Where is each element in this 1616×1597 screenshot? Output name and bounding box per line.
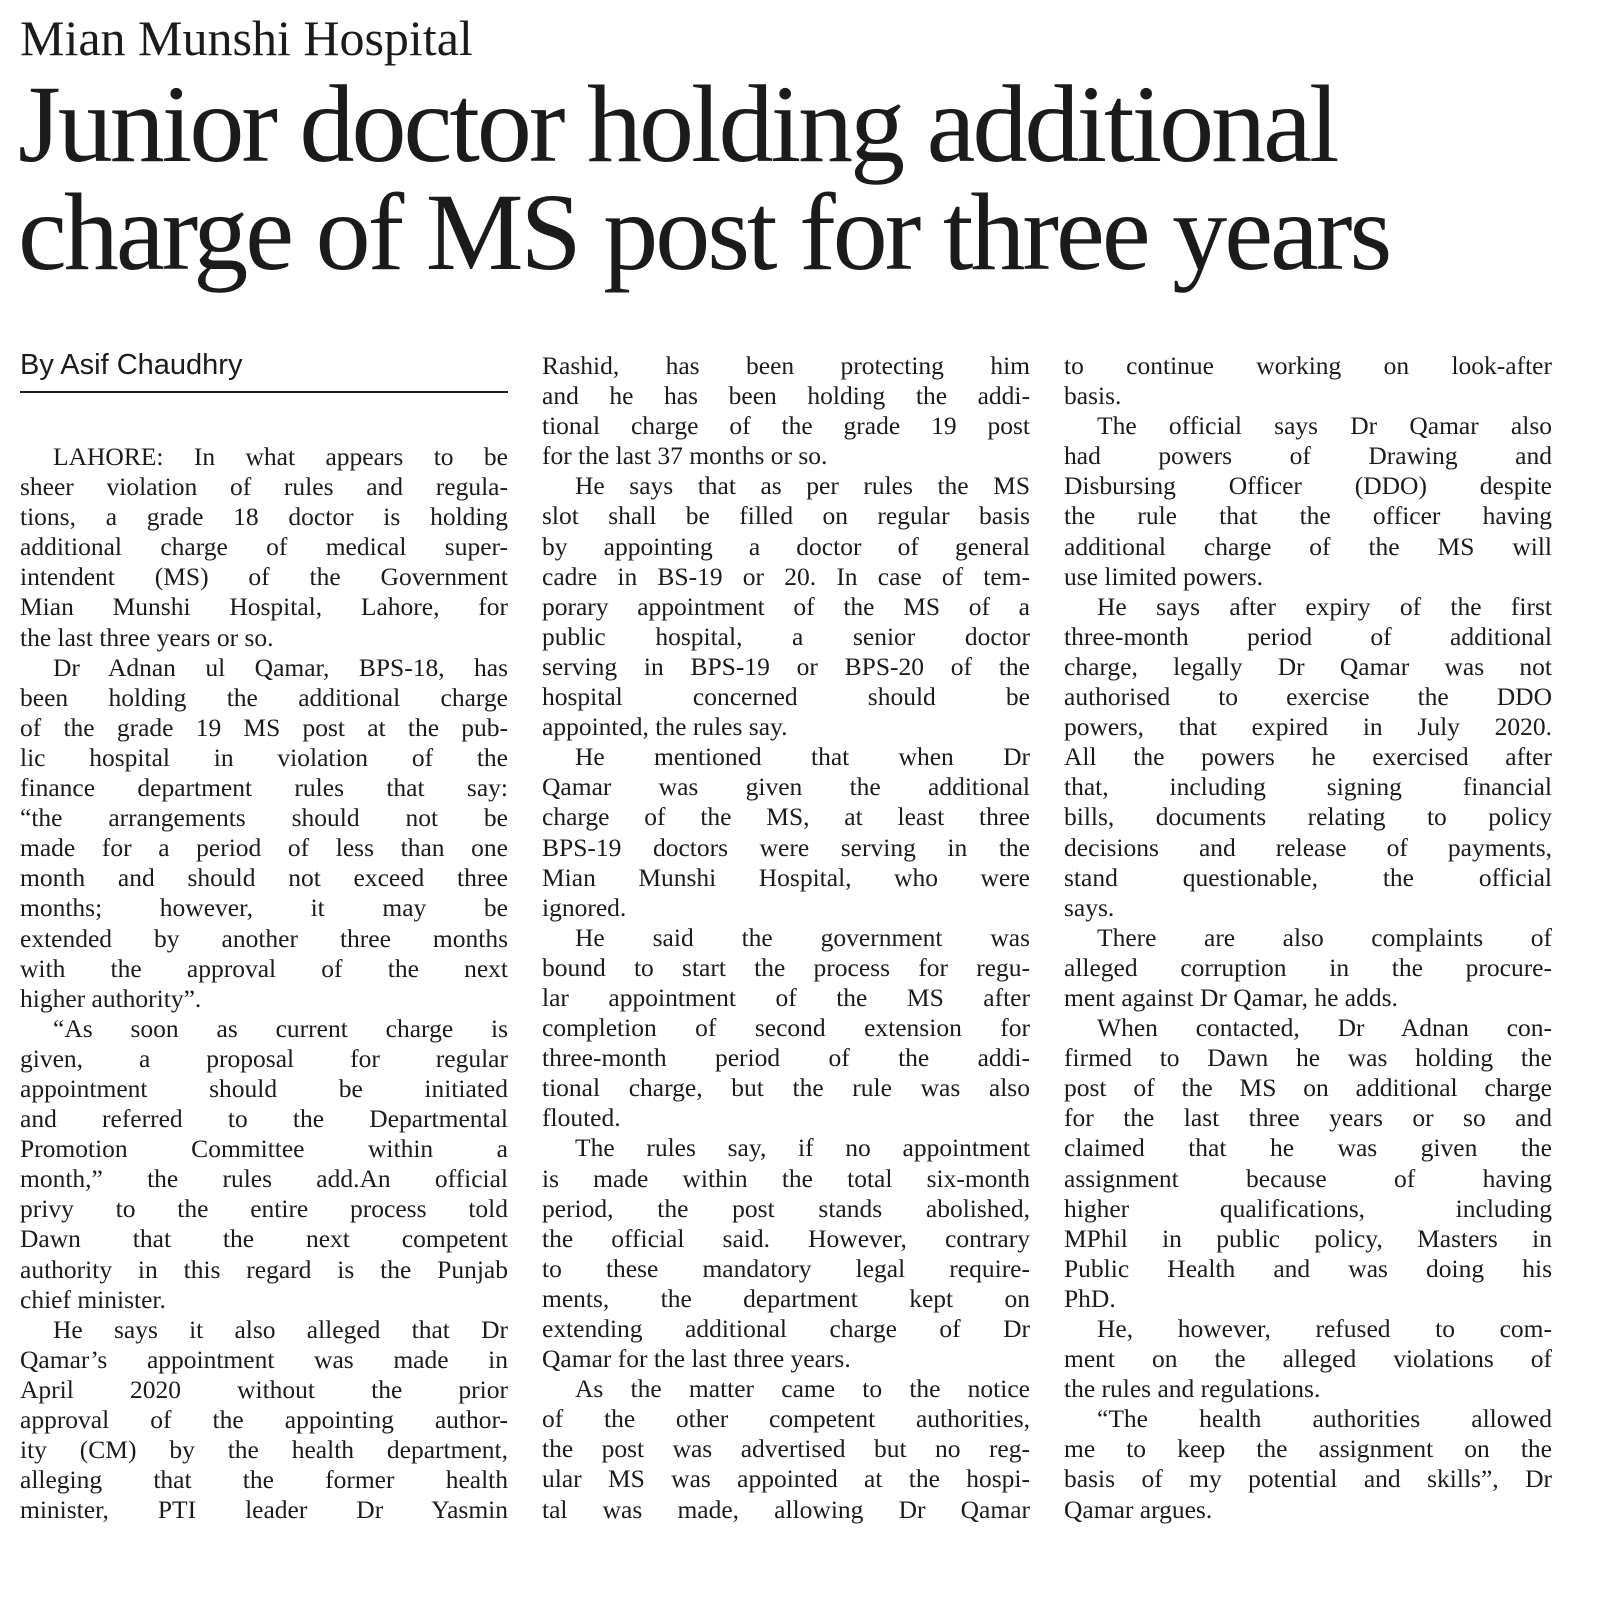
body-text-line: use limited powers. [1064,561,1264,591]
body-text-line: is made within the total six-month [542,1163,1030,1193]
body-text-line: made for a period of less than one [20,833,508,863]
body-text-line: tional charge of the grade 19 post [542,411,1030,441]
body-text-line: He mentioned that when Dr [575,742,1030,772]
body-text-line: PhD. [1064,1283,1116,1313]
byline: By Asif Chaudhry [20,345,508,393]
body-text-line: month and should not exceed three [20,863,508,893]
body-text-line: says. [1064,892,1115,922]
body-text-line: April 2020 without the prior [20,1374,508,1404]
body-text-line: for the last three years or so and [1064,1103,1552,1133]
body-text-line: LAHORE: In what appears to be [53,442,508,471]
body-text-line: to these mandatory legal require- [542,1253,1030,1283]
body-text-line: tal was made, allowing Dr Qamar [542,1494,1030,1524]
body-text-line: Dawn that the next competent [20,1224,508,1254]
body-text-line: lar appointment of the MS after [542,982,1030,1012]
body-text-line: the post was advertised but no reg- [542,1434,1030,1464]
body-text-line: Promotion Committee within a [20,1134,508,1164]
body-text-line: authorised to exercise the DDO [1064,682,1552,712]
body-text-line: month,” the rules add.An official [20,1164,508,1194]
body-text-line: When contacted, Dr Adnan con- [1097,1013,1552,1043]
body-text-line: bound to start the process for regu- [542,952,1030,982]
body-text-line: He says after expiry of the first [1097,591,1552,621]
body-text-line: completion of second extension for [542,1013,1030,1043]
body-text-line: Disbursing Officer (DDO) despite [1064,471,1552,501]
body-text-line: privy to the entire process told [20,1194,508,1224]
body-text-line: been holding the additional charge [20,682,508,712]
kicker: Mian Munshi Hospital [20,10,473,66]
body-text-line: stand questionable, the official [1064,862,1552,892]
body-text-line: alleging that the former health [20,1465,508,1495]
body-text-line: three-month period of the addi- [542,1043,1030,1073]
body-text-line: sheer violation of rules and regula- [20,472,508,502]
body-text-line: claimed that he was given the [1064,1133,1552,1163]
body-text-line: of the grade 19 MS post at the pub- [20,712,508,742]
body-text-line: As the matter came to the notice [575,1374,1030,1404]
body-text-line: given, a proposal for regular [20,1043,508,1073]
body-text-line: extending additional charge of Dr [542,1314,1030,1343]
body-text-line: minister, PTI leader Dr Yasmin [20,1495,508,1525]
body-text-line: ular MS was appointed at the hospi- [542,1464,1030,1494]
body-text-line: Qamar was given the additional [542,772,1030,802]
body-text-line: the rules and regulations. [1064,1374,1321,1404]
body-text-line: the last three years or so. [20,622,274,652]
body-text-line: ments, the department kept on [542,1283,1030,1313]
body-text-line: The rules say, if no appointment [575,1133,1030,1163]
body-text-line: He said the government was [575,922,1030,952]
headline-line-2: charge of MS post for three years [18,171,1390,293]
body-text-line: powers, that expired in July 2020. [1064,712,1552,742]
body-text-line: tions, a grade 18 doctor is holding [20,502,508,532]
body-text-line: by appointing a doctor of general [542,531,1030,561]
body-text-line: intendent (MS) of the Government [20,562,508,592]
body-text-line: “the arrangements should not be [20,803,508,833]
body-text-line: period, the post stands abolished, [542,1193,1030,1223]
body-text-line: He says that as per rules the MS [575,471,1030,501]
body-text-line: and he has been holding the addi- [542,381,1030,411]
body-text-line: ment on the alleged violations of [1064,1344,1552,1374]
body-text-line: appointed, the rules say. [542,712,788,742]
body-text-line: charge, legally Dr Qamar was not [1064,651,1552,681]
body-text-line: There are also complaints of [1097,922,1552,952]
body-text-line: finance department rules that say: [20,773,508,803]
body-text-line: tional charge, but the rule was also [542,1073,1030,1103]
body-text-line: extended by another three months [20,923,508,953]
body-text-line: porary appointment of the MS of a [542,591,1030,621]
body-text-line: higher qualifications, including [1064,1193,1552,1223]
body-text-line: three-month period of additional [1064,621,1552,651]
body-text-line: to continue working on look-after [1064,351,1552,380]
body-text-line: cadre in BS-19 or 20. In case of tem- [542,561,1030,591]
body-text-line: approval of the appointing author- [20,1405,508,1434]
body-text-line: chief minister. [20,1284,166,1314]
body-text-line: higher authority”. [20,983,202,1013]
body-text-line: lic hospital in violation of the [20,742,508,772]
body-text-line: Mian Munshi Hospital, who were [542,862,1030,892]
body-text-line: months; however, it may be [20,893,508,923]
article-column-3 [1064,351,1552,1525]
body-text-line: Dr Adnan ul Qamar, BPS-18, has [53,652,508,682]
body-text-line: bills, documents relating to policy [1064,802,1552,832]
body-text-line: public hospital, a senior doctor [542,621,1030,651]
body-text-line: slot shall be filled on regular basis [542,501,1030,531]
body-text-line: He, however, refused to com- [1097,1314,1552,1343]
article-column-1 [20,442,508,1525]
body-text-line: Qamar for the last three years. [542,1344,851,1374]
body-text-line: BPS-19 doctors were serving in the [542,832,1030,862]
body-text-line: “As soon as current charge is [53,1013,508,1043]
body-text-line: that, including signing financial [1064,772,1552,802]
body-text-line: Qamar’s appointment was made in [20,1344,508,1374]
body-text-line: post of the MS on additional charge [1064,1073,1552,1103]
body-text-line: basis. [1064,381,1122,411]
body-text-line: decisions and release of payments, [1064,832,1552,862]
body-text-line: assignment because of having [1064,1163,1552,1193]
body-text-line: ignored. [542,892,627,922]
body-text-line: All the powers he exercised after [1064,742,1552,772]
body-text-line: charge of the MS, at least three [542,802,1030,832]
body-text-line: basis of my potential and skills”, Dr [1064,1464,1552,1494]
article-column-2 [542,351,1030,1525]
body-text-line: ment against Dr Qamar, he adds. [1064,982,1398,1012]
body-text-line: “The health authorities allowed [1097,1404,1552,1434]
body-text-line: the official said. However, contrary [542,1223,1030,1253]
body-text-line: ity (CM) by the health department, [20,1435,508,1465]
body-text-line: the rule that the officer having [1064,501,1552,531]
body-text-line: appointment should be initiated [20,1073,508,1103]
body-text-line: of the other competent authorities, [542,1404,1030,1434]
body-text-line: alleged corruption in the procure- [1064,952,1552,982]
body-text-line: and referred to the Departmental [20,1104,508,1134]
body-text-line: flouted. [542,1103,621,1133]
body-text-line: for the last 37 months or so. [542,441,828,471]
body-text-line: serving in BPS-19 or BPS-20 of the [542,651,1030,681]
body-text-line: additional charge of the MS will [1064,531,1552,561]
body-text-line: authority in this regard is the Punjab [20,1254,508,1284]
headline-line-1: Junior doctor holding additional [18,63,1337,185]
body-text-line: Qamar argues. [1064,1494,1213,1524]
body-text-line: me to keep the assignment on the [1064,1434,1552,1464]
body-text-line: hospital concerned should be [542,682,1030,712]
body-text-line: MPhil in public policy, Masters in [1064,1223,1552,1253]
body-text-line: Rashid, has been protecting him [542,351,1030,380]
body-text-line: with the approval of the next [20,953,508,983]
body-text-line: additional charge of medical super- [20,532,508,562]
headline [18,63,1608,293]
body-text-line: firmed to Dawn he was holding the [1064,1043,1552,1073]
body-text-line: He says it also alleged that Dr [53,1314,508,1344]
body-text-line: Public Health and was doing his [1064,1253,1552,1283]
body-text-line: Mian Munshi Hospital, Lahore, for [20,592,508,622]
body-text-line: had powers of Drawing and [1064,441,1552,471]
body-text-line: The official says Dr Qamar also [1097,411,1552,441]
